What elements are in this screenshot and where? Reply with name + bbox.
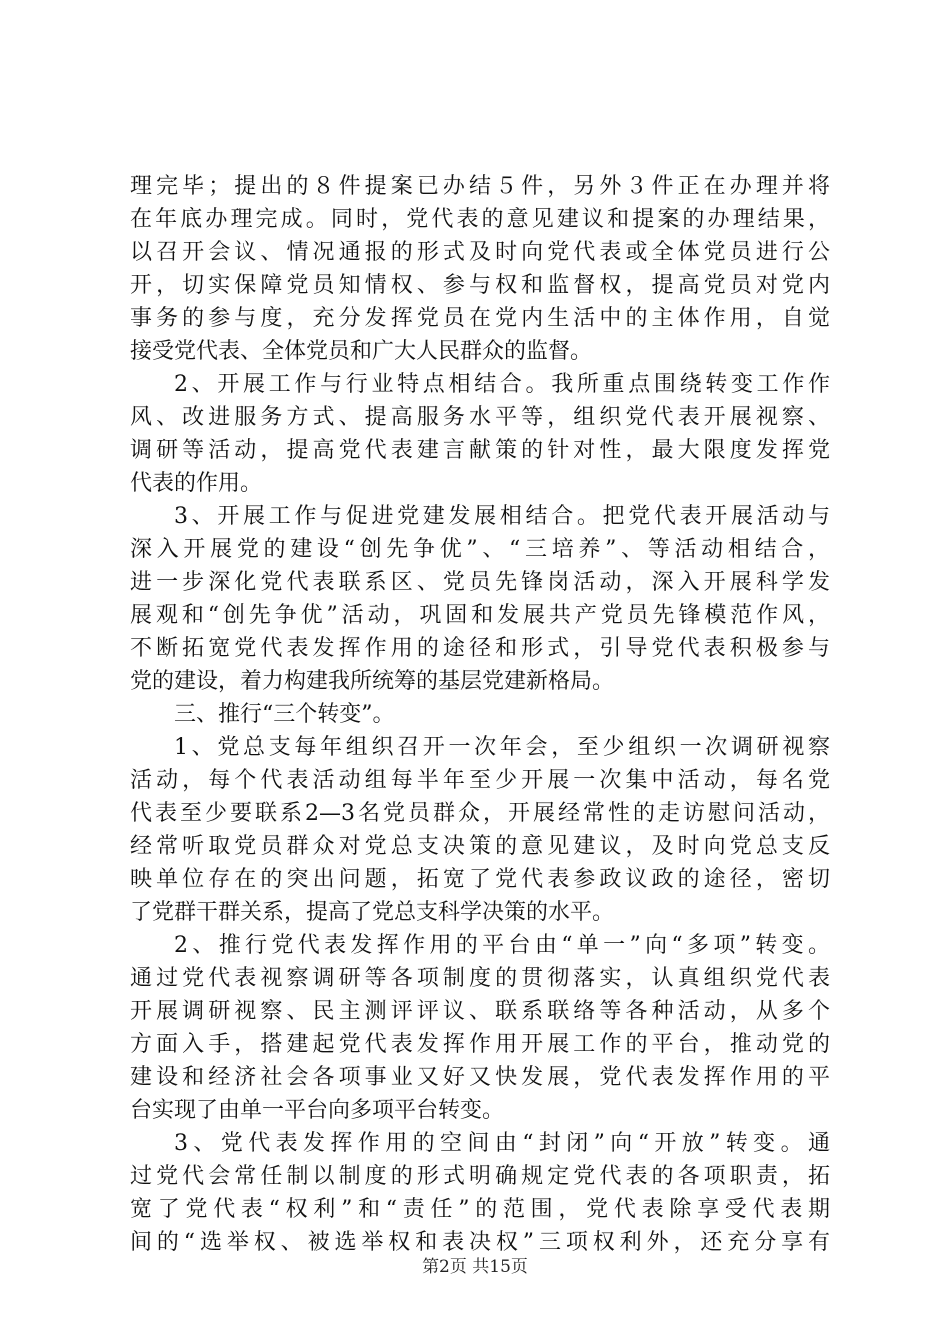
text-line: 开展调研视察、民主测评评议、联系联络等各种活动，从多个 [130, 999, 830, 1024]
text-line: 党的建设，着力构建我所统筹的基层党建新格局。 [130, 669, 615, 694]
text-line: 映单位存在的突出问题，拓宽了党代表参政议政的途径，密切 [130, 867, 830, 892]
text-line: 调研等活动，提高党代表建言献策的针对性，最大限度发挥党 [130, 438, 830, 463]
text-line: 了党群干群关系，提高了党总支科学决策的水平。 [130, 900, 615, 925]
paragraph [130, 731, 830, 929]
text-line: 代表的作用。 [130, 471, 263, 496]
text-line: 经常听取党员群众对党总支决策的意见建议，及时向党总支反 [130, 834, 830, 859]
paragraph [130, 698, 830, 731]
text-line: 3、开展工作与促进党建发展相结合。把党代表开展活动与 [174, 504, 830, 529]
text-line: 过党代会常任制以制度的形式明确规定党代表的各项职责，拓 [130, 1164, 830, 1189]
text-line: 三、推行“三个转变”。 [174, 702, 395, 727]
text-line: 深入开展党的建设“创先争优”、“三培养”、等活动相结合， [130, 537, 830, 562]
text-line: 3、党代表发挥作用的空间由“封闭”向“开放”转变。通 [174, 1131, 830, 1156]
text-line: 理完毕；提出的８件提案已办结５件，另外３件正在办理并将 [130, 174, 830, 199]
text-line: 在年底办理完成。同时，党代表的意见建议和提案的办理结果， [130, 207, 830, 232]
text-line: 建设和经济社会各项事业又好又快发展，党代表发挥作用的平 [130, 1065, 830, 1090]
paragraph [130, 368, 830, 500]
text-line: 通过党代表视察调研等各项制度的贯彻落实，认真组织党代表 [130, 966, 830, 991]
paragraph [130, 1127, 830, 1259]
text-line: 1、党总支每年组织召开一次年会，至少组织一次调研视察 [174, 735, 830, 760]
text-line: 风、改进服务方式、提高服务水平等，组织党代表开展视察、 [130, 405, 830, 430]
text-line: 代表至少要联系2—3名党员群众，开展经常性的走访慰问活动， [130, 801, 830, 826]
paragraph [130, 170, 830, 368]
text-line: 事务的参与度，充分发挥党员在党内生活中的主体作用，自觉 [130, 306, 830, 331]
text-line: 方面入手，搭建起党代表发挥作用开展工作的平台，推动党的 [130, 1032, 830, 1057]
page-number-label: 第2页 共15页 [422, 1257, 528, 1277]
text-line: 2、推行党代表发挥作用的平台由“单一”向“多项”转变。 [174, 933, 830, 958]
text-line: 展观和“创先争优”活动，巩固和发展共产党员先锋模范作风， [130, 603, 830, 628]
text-line: 进一步深化党代表联系区、党员先锋岗活动，深入开展科学发 [130, 570, 830, 595]
text-line: 开，切实保障党员知情权、参与权和监督权，提高党员对党内 [130, 273, 830, 298]
text-line: 2、开展工作与行业特点相结合。我所重点围绕转变工作作 [174, 372, 830, 397]
text-line: 接受党代表、全体党员和广大人民群众的监督。 [130, 339, 593, 364]
paragraph [130, 929, 830, 1127]
text-line: 台实现了由单一平台向多项平台转变。 [130, 1098, 505, 1123]
text-line: 不断拓宽党代表发挥作用的途径和形式，引导党代表积极参与 [130, 636, 830, 661]
text-line: 以召开会议、情况通报的形式及时向党代表或全体党员进行公 [130, 240, 830, 265]
document-body [130, 170, 830, 1259]
text-line: 活动，每个代表活动组每半年至少开展一次集中活动，每名党 [130, 768, 830, 793]
paragraph [130, 500, 830, 698]
text-line: 宽了党代表“权利”和“责任”的范围，党代表除享受代表期 [130, 1197, 830, 1222]
text-line: 间的“选举权、被选举权和表决权”三项权利外，还充分享有 [130, 1230, 830, 1255]
page-footer [0, 1256, 950, 1278]
